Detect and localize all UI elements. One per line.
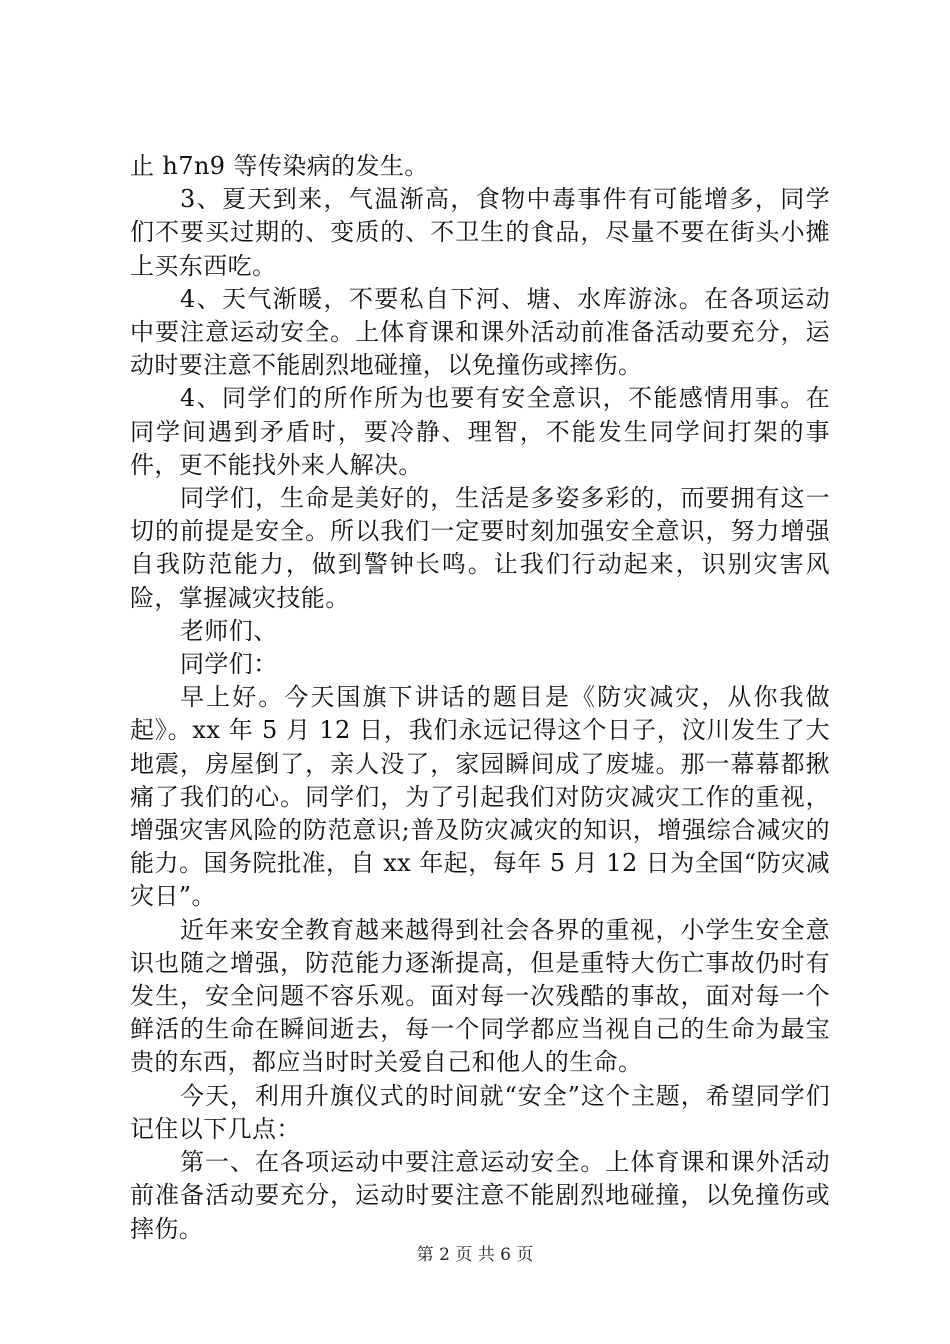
salutation-teachers: 老师们、 xyxy=(180,616,278,645)
paragraph-11: 第一、在各项运动中要注意运动安全。上体育课和课外活动前准备活动要充分，运动时要注意不能剧烈地碰撞，以免撞伤或摔伤。 xyxy=(130,1148,830,1243)
paragraph-4: 4、同学们的所作所为也要有安全意识，不能感情用事。在同学间遇到矛盾时，要冷静、理智，不能发生同学间打架的事件，更不能找外来人解决。 xyxy=(130,384,830,479)
paragraph-8: 早上好。今天国旗下讲话的题目是《防灾减灾，从你我做起》。xx 年 5 月 12 日，我们永远记得这个日子，汶川发生了大地震，房屋倒了，亲人没了，家园瞬间成了废墟。那一幕幕都揪痛了我们的心。同学们，为了引起我们对防灾减灾工作的重视，增强灾害风险的防范意识;普及防灾减灾的知识，增强综合减灾的能力。国务院批准，自 xx 年起，每年 5 月 12 日为全国“防灾减灾日”。 xyxy=(130,683,830,911)
paragraph-1: 止 h7n9 等传染病的发生。 xyxy=(130,152,429,180)
paragraph-5: 同学们，生命是美好的，生活是多姿多彩的，而要拥有这一切的前提是安全。所以我们一定要时刻加强安全意识，努力增强自我防范能力，做到警钟长鸣。让我们行动起来，识别灾害风险，掌握减灾技能。 xyxy=(130,484,830,612)
salutation-students: 同学们： xyxy=(180,650,278,679)
paragraph-10: 今天，利用升旗仪式的时间就“安全”这个主题，希望同学们记住以下几点： xyxy=(130,1081,830,1143)
document-body xyxy=(130,150,830,1246)
paragraph-9: 近年来安全教育越来越得到社会各界的重视，小学生安全意识也随之增强，防范能力逐渐提高，但是重特大伤亡事故仍时有发生，安全问题不容乐观。面对每一次残酷的事故，面对每一个鲜活的生命在瞬间逝去，每一个同学都应当视自己的生命为最宝贵的东西，都应当时时关爱自己和他人的生命。 xyxy=(130,915,830,1077)
page-number-footer: 第 2 页 共 6 页 xyxy=(416,1245,534,1265)
paragraph-2: 3、夏天到来，气温渐高，食物中毒事件有可能增多，同学们不要买过期的、变质的、不卫生的食品，尽量不要在街头小摊上买东西吃。 xyxy=(130,185,830,280)
paragraph-3: 4、天气渐暖，不要私自下河、塘、水库游泳。在各项运动中要注意运动安全。上体育课和课外活动前准备活动要充分，运动时要注意不能剧烈地碰撞，以免撞伤或摔伤。 xyxy=(130,284,830,380)
